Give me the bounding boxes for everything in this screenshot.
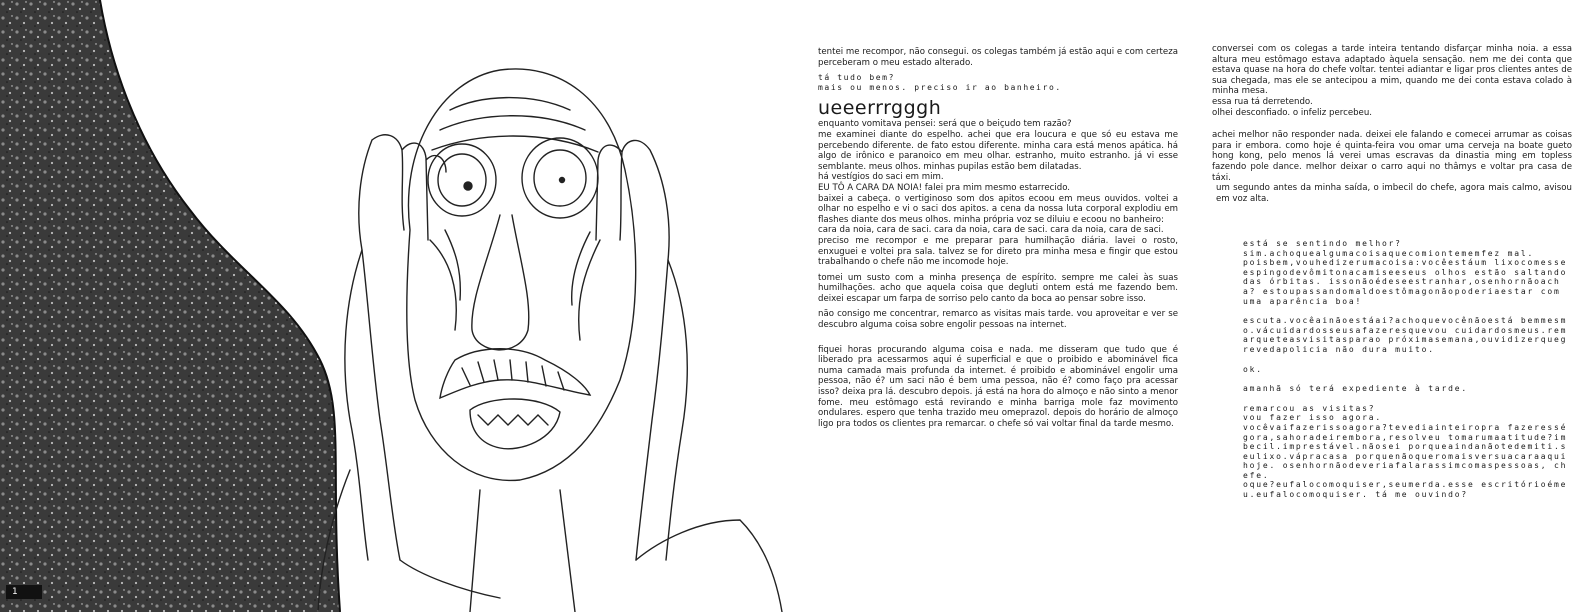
paragraph: essa rua tá derretendo. <box>1212 96 1313 107</box>
paragraph: fiquei horas procurando alguma coisa e nada. me disseram que tudo que é liberado pra acessarmos aqui é superficial e que o proibido e abominável fica numa camada mais profunda da internet. é proibido e abominável engolir uma pessoa, não é? um saci não é bem uma pessoa, não é? como faço pra acessar isso? deixa pra lá. descubro depois. já está na hora do almoço e não sinto a menor fome. meu estômago está revirando e minha barriga mole faz movimento ondulares. espero que tenha trazido meu omeprazol. depois do horário de almoço ligo pra todos os clientes pra remarcar. o chefe só vai voltar final da tarde mesmo. <box>818 344 1178 429</box>
paragraph: EU TÔ A CARA DA NOIA! falei pra mim mesmo estarrecido. <box>818 182 1071 193</box>
dialogue-line: ok. <box>1243 364 1263 374</box>
dialogue-line: mais ou menos. preciso ir ao banheiro. <box>818 82 1062 92</box>
dialogue-line: escuta.vocêainãoestáai?achoquevocênãoestá bemmesmo.vácuidardosseusafazeresquevou cuidardosmeus.remarqueteasvisitasparao próximasemana,ouvidizerquegrevedapolicia não dura muito. <box>1243 316 1568 354</box>
paragraph: preciso me recompor e me preparar para humilhação diária. lavei o rosto, enxuguei e voltei pra sala. talvez se for direto pra minha mesa e fingir que estou trabalhando o chefe não me incomode hoje. <box>818 235 1178 268</box>
paragraph: um segundo antes da minha saída, o imbecil do chefe, agora mais calmo, avisou em voz alta. <box>1216 183 1572 204</box>
paragraph: enquanto vomitava pensei: será que o beiçudo tem razão? <box>818 119 1072 130</box>
paragraph: conversei com os colegas a tarde inteira tentando disfarçar minha noia. a essa altura meu estômago estava adaptado àquela sensação. nem me dei conta que estava quase na hora do chefe voltar. tentei adiantar e ligar pros clientes antes de sua chegada, mas ele se antecipou a mim, quando me dei conta estava colado à minha mesa. <box>1212 44 1572 97</box>
text-column-1 <box>818 47 1178 434</box>
dialogue-line: oque?eufalocomoquiser,seumerda.esse escritórioémeu.eufalocomoquiser. tá me ouvindo? <box>1243 480 1568 500</box>
paragraph: olhei desconfiado. o infeliz percebeu. <box>1212 107 1373 118</box>
text-column-2 <box>1212 44 1572 209</box>
paragraph: há vestígios do saci em mim. <box>818 172 944 183</box>
spacer <box>1243 394 1573 404</box>
page-number: 1 <box>6 585 42 599</box>
textured-rock-shape <box>0 0 340 612</box>
spacer <box>1243 374 1573 384</box>
dialogue-line: poisbem,vouhedizerumacoisa:vocêestáum lixocomesseespingodevômitonacamiseeseus olhos estão saltando das órbitas. issonãoédeseestranhar,osenhornãoacha? estoupassandomaldoestômagonãopoderiaestar com uma aparência boa! <box>1243 258 1568 306</box>
paragraph: baixei a cabeça. o vertiginoso som dos apitos ecoou em meus ouvidos. voltei a olhar no espelho e vi o saci dos apitos. a cena da nossa luta corporal explodiu em flashes diante dos meus olhos. minha própria voz se diluiu e ecoou no banheiro: <box>818 193 1178 225</box>
dialogue-line: sim.achoquealgumacoisaquecomiontememfez mal. <box>1243 248 1535 258</box>
dialogue-line: está se sentindo melhor? <box>1243 239 1402 248</box>
paragraph: achei melhor não responder nada. deixei ele falando e comecei arrumar as coisas para ir embora. como hoje é quinta-feira vou omar uma cerveja na boate gueto hong kong, pelo menos lá verei umas escravas da dinastia ming em topless fazendo pole dance. melhor deixar o carro aqui no thâmys e voltar pra casa de táxi. <box>1212 130 1572 183</box>
nose <box>472 215 529 350</box>
onomatopoeia-heading: ueeerrrgggh <box>818 97 942 120</box>
shoulders <box>400 520 782 612</box>
dialogue-line: tá tudo bem? <box>818 73 895 83</box>
dialogue-line: vocêvaifazerissoagora?tevediainteiropra fazerességora,sahoradeirembora,resolveu tomarumaatitude?imbecil.imprestável.nãosei porqueaindanãotedemiti.seulixo.vápracasa porquenãoqueromaisversuacaraaquihoje. osenhornãodeveriafalarassimcomaspessoas, chefe. <box>1243 422 1568 480</box>
paragraph: me examinei diante do espelho. achei que era loucura e que só eu estava me percebendo diferente. de fato estou diferente. minha cara está menos apática. há algo de irônico e paranoico em meu olhar. estranho, muito estranho. já vi esse semblante. meus olhos. minhas pupilas estão bem dilatadas. <box>818 129 1178 172</box>
paragraph: tomei um susto com a minha presença de espírito. sempre me calei às suas humilhações. acho que aquela coisa que degluti ontem está me fazendo bem. deixei escapar um farpa de sorriso pelo canto da boca ao pensar sobre isso. <box>818 272 1178 304</box>
paragraph: cara da noia, cara de saci. cara da noia, cara de saci. cara da noia, cara de saci. <box>818 225 1164 236</box>
mustache <box>440 349 590 398</box>
dialogue-line: vou fazer isso agora. <box>1243 413 1382 423</box>
paragraph: não consigo me concentrar, remarco as visitas mais tarde. vou aproveitar e ver se descubro alguma coisa sobre engolir pessoas na internet. <box>818 309 1178 331</box>
dialogue-line: amanhã só terá expediente à tarde. <box>1243 384 1468 394</box>
dialogue-line: remarcou as visitas? <box>1243 403 1376 413</box>
right-hand <box>596 140 669 560</box>
paragraph: tentei me recompor, não consegui. os colegas também já estão aqui e com certeza perceberam o meu estado alterado. <box>818 47 1178 68</box>
spacer <box>1243 355 1573 365</box>
left-eye <box>438 154 486 206</box>
monospace-dialogue-block <box>1243 239 1573 500</box>
spacer <box>1243 306 1573 316</box>
